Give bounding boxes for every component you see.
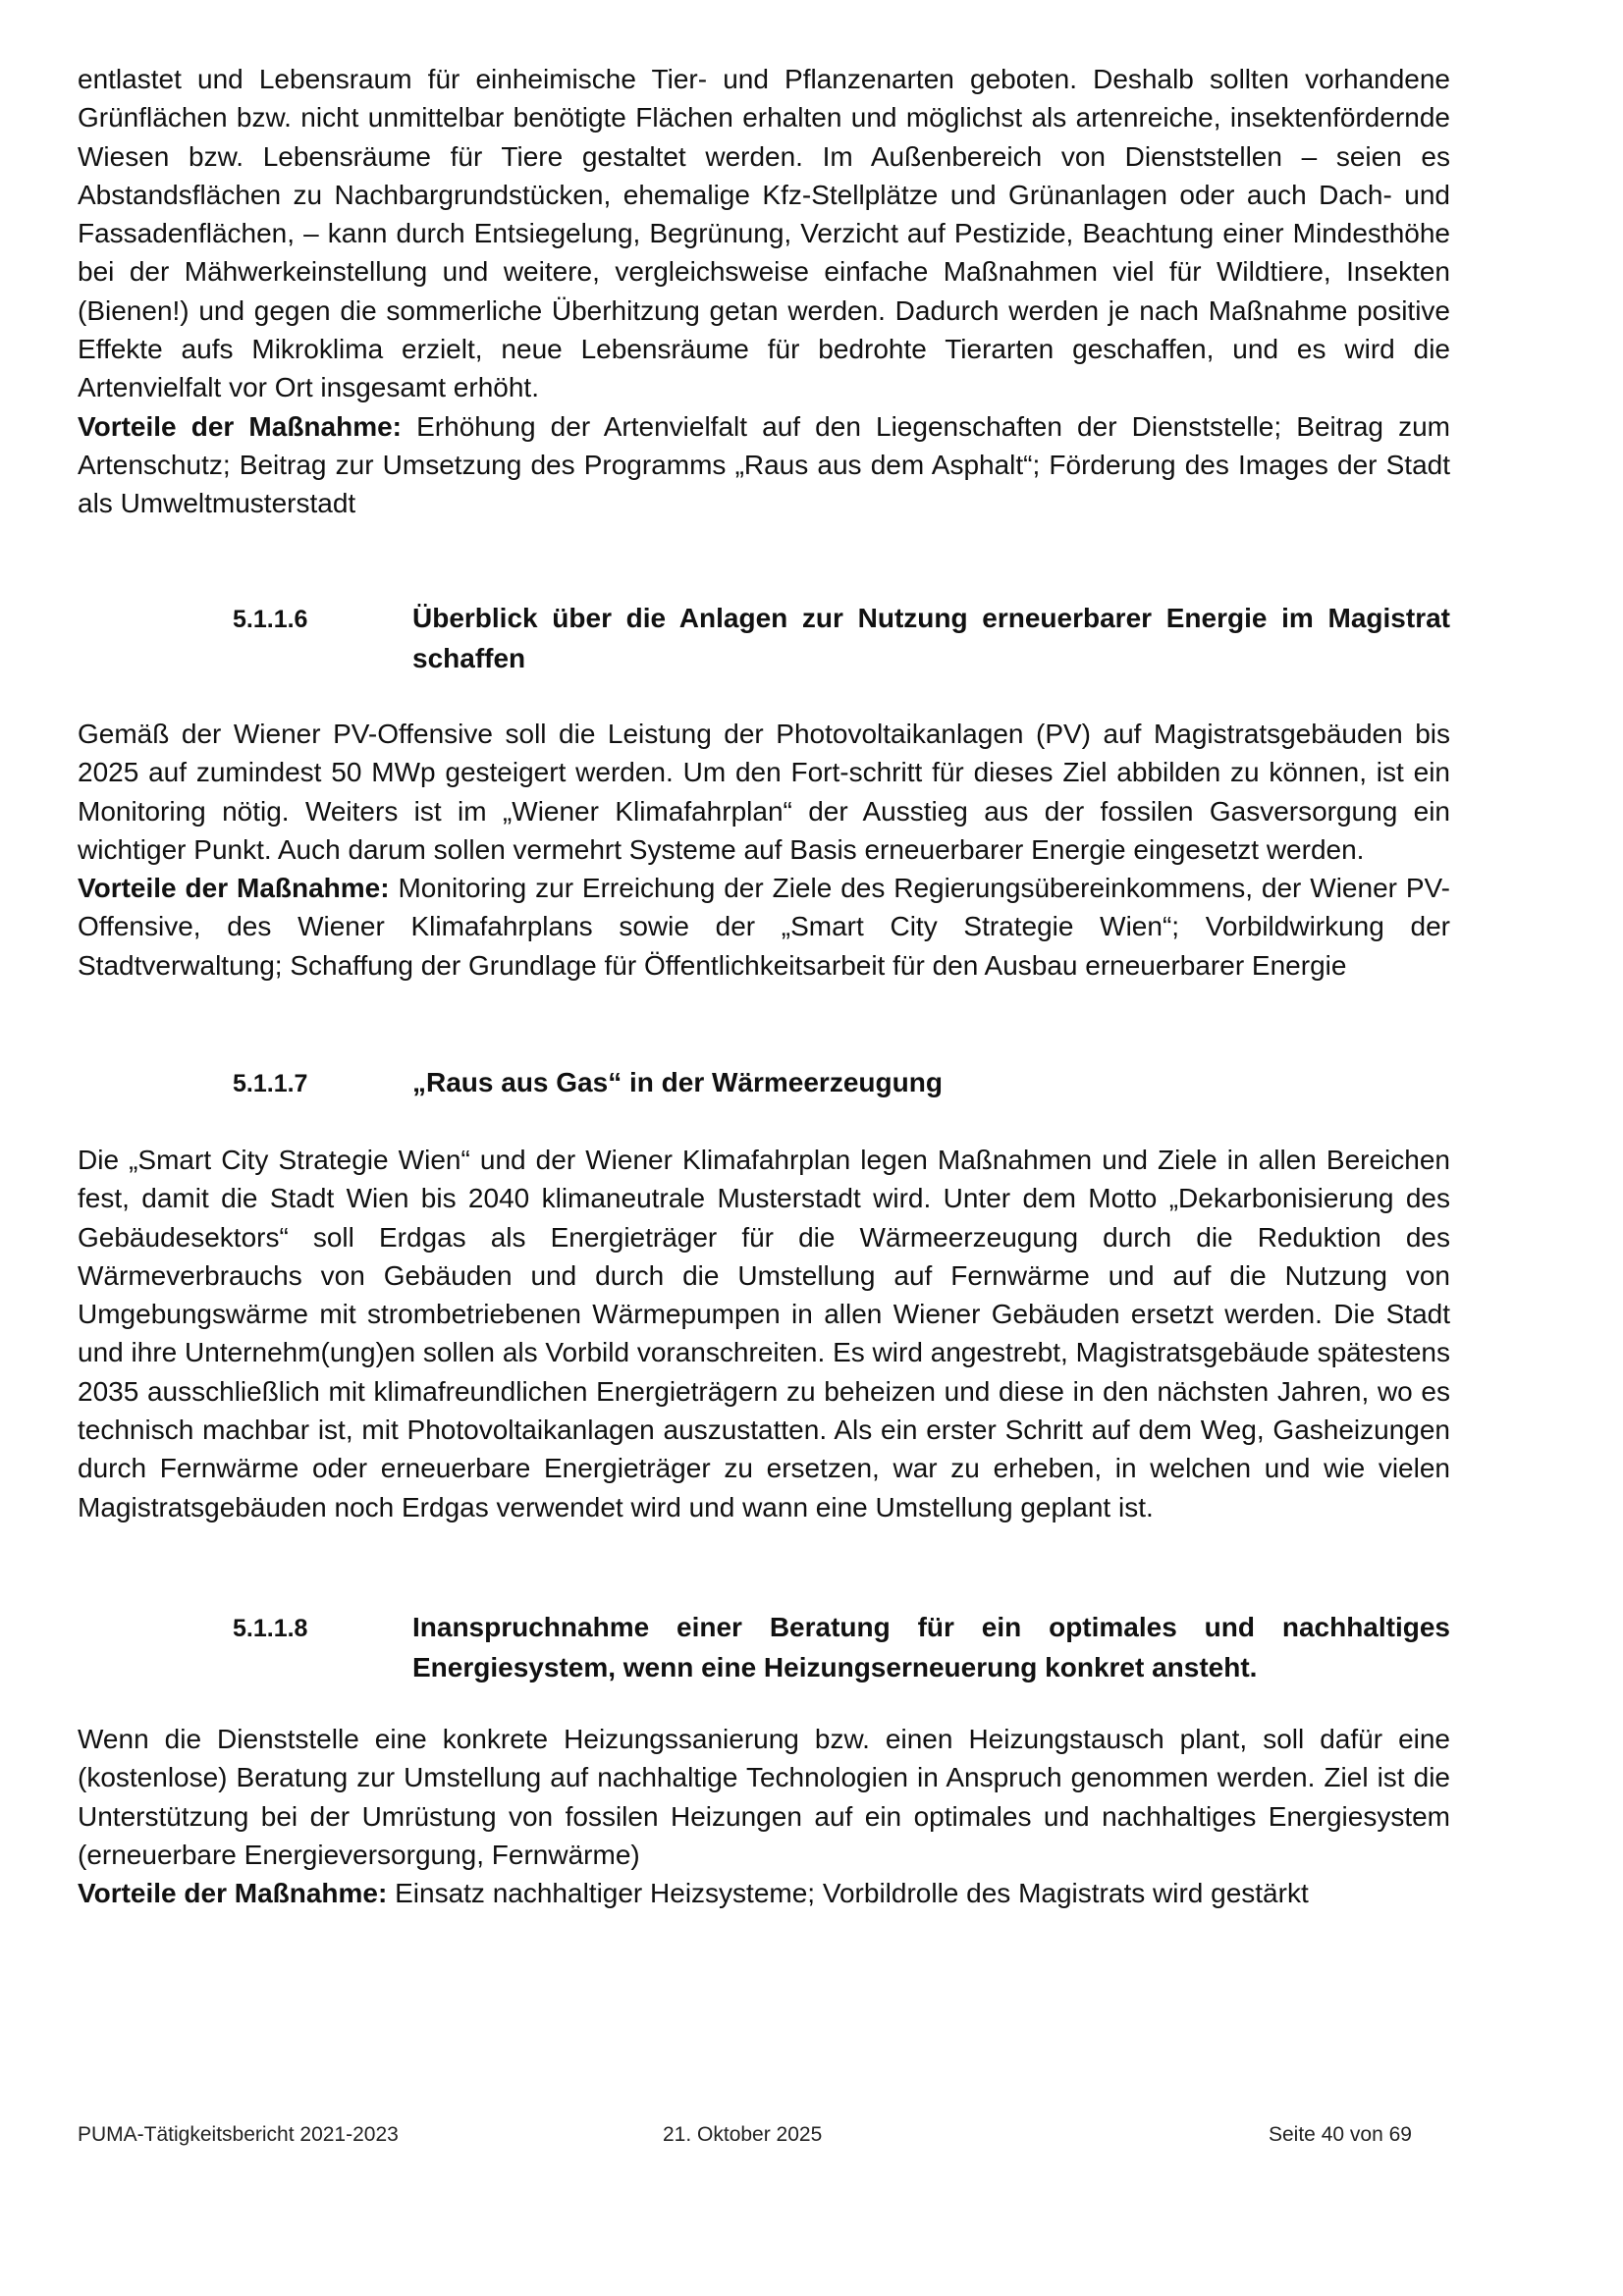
intro-paragraph <box>78 60 1450 523</box>
section-title: „Raus aus Gas“ in der Wärmeerzeugung <box>412 1067 943 1097</box>
section-benefits-label: Vorteile der Maßnahme: <box>78 873 390 904</box>
section-text: Wenn die Dienststelle eine konkrete Heizungssanierung bzw. einen Heizungstausch plant, soll dafür eine (kostenlose) Beratung zur Umstellung auf nachhaltige Technologien in Anspruch genommen werden. Ziel ist die Unterstützung bei der Umrüstung von fossilen Heizungen auf ein optimales und nachhaltiges Energiesystem (erneuerbare Energieversorgung, Fernwärme) <box>78 1724 1450 1870</box>
section-number: 5.1.1.6 <box>233 606 308 633</box>
section-text: Gemäß der Wiener PV-Offensive soll die Leistung der Photovoltaikanlagen (PV) auf Magistratsgebäuden bis 2025 auf zumindest 50 MWp gesteigert werden. Um den Fort-schritt für dieses Ziel abbilden zu können, ist ein Monitoring nötig. Weiters ist im „Wiener Klimafahrplan“ der Ausstieg aus der fossilen Gasversorgung ein wichtiger Punkt. Auch darum sollen vermehrt Systeme auf Basis erneuerbarer Energie eingesetzt werden. <box>78 719 1450 865</box>
footer-date: 21. Oktober 2025 <box>663 2123 823 2146</box>
intro-benefits-label: Vorteile der Maßnahme: <box>78 410 403 442</box>
intro-text: entlastet und Lebensraum für einheimische Tier- und Pflanzenarten geboten. Deshalb sollten vorhandene Grünflächen bzw. nicht unmittelbar benötigte Flächen erhalten und möglichst als artenreiche, insektenfördernde Wiesen bzw. Lebensräume für Tiere gestaltet werden. Im Außenbereich von Dienststellen – seien es Abstandsflächen zu Nachbargrundstücken, ehemalige Kfz-Stellplätze und Grünanlagen oder auch Dach- und Fassadenflächen, – kann durch Entsiegelung, Begrünung, Verzicht auf Pestizide, Beachtung einer Mindesthöhe bei der Mähwerkeinstellung und weitere, vergleichsweise einfache Maßnahmen viel für Wildtiere, Insekten (Bienen!) und gegen die sommerliche Überhitzung getan werden. Dadurch werden je nach Maßnahme positive Effekte aufs Mikroklima erzielt, neue Lebensräume für bedrohte Tierarten geschaffen, und es wird die Artenvielfalt vor Ort insgesamt erhöht. <box>78 64 1450 403</box>
section-paragraph-5-1-1-6 <box>78 715 1450 985</box>
footer-page-number: Seite 40 von 69 <box>1269 2123 1412 2146</box>
section-title: Inanspruchnahme einer Beratung für ein optimales und nachhaltiges Energiesystem, wenn eine Heizungserneuerung konkret ansteht. <box>412 1612 1450 1682</box>
section-paragraph-5-1-1-8 <box>78 1720 1450 1912</box>
footer-report-title: PUMA-Tätigkeitsbericht 2021-2023 <box>78 2123 399 2146</box>
section-number: 5.1.1.7 <box>233 1070 308 1097</box>
intro-benefits-text: Erhöhung der Artenvielfalt auf den Liegenschaften der Dienststelle; Beitrag zum Artenschutz; Beitrag zur Umsetzung des Programms „Raus aus dem Asphalt“; Förderung des Images der Stadt als Umweltmusterstadt <box>78 410 1451 519</box>
section-paragraph-5-1-1-7 <box>78 1141 1450 1526</box>
section-benefits-text: Monitoring zur Erreichung der Ziele des Regierungsübereinkommens, der Wiener PV-Offensive, des Wiener Klimafahrplans sowie der „Smart City Strategie Wien“; Vorbildwirkung der Stadtverwaltung; Schaffung der Grundlage für Öffentlichkeitsarbeit für den Ausbau erneuerbarer Energie <box>78 873 1450 981</box>
section-benefits-label: Vorteile der Maßnahme: <box>78 1878 388 1909</box>
section-benefits-text: Einsatz nachhaltiger Heizsysteme; Vorbildrolle des Magistrats wird gestärkt <box>387 1878 1309 1909</box>
section-text: Die „Smart City Strategie Wien“ und der Wiener Klimafahrplan legen Maßnahmen und Ziele in allen Bereichen fest, damit die Stadt Wien bis 2040 klimaneutrale Musterstadt wird. Unter dem Motto „Dekarbonisierung des Gebäudesektors“ soll Erdgas als Energieträger für die Wärmeerzeugung durch die Reduktion des Wärmeverbrauchs von Gebäuden und durch die Umstellung auf Fernwärme und auf die Nutzung von Umgebungswärme mit strombetriebenen Wärmepumpen in allen Wiener Gebäuden ersetzt werden. Die Stadt und ihre Unternehm(ung)en sollen als Vorbild voranschreiten. Es wird angestrebt, Magistratsgebäude spätestens 2035 ausschließlich mit klimafreundlichen Energieträgern zu beheizen und diese in den nächsten Jahren, wo es technisch machbar ist, mit Photovoltaikanlagen auszustatten. Als ein erster Schritt auf dem Weg, Gasheizungen durch Fernwärme oder erneuerbare Energieträger zu ersetzen, war zu erheben, in welchen und wie vielen Magistratsgebäuden noch Erdgas verwendet wird und wann eine Umstellung geplant ist. <box>78 1145 1450 1522</box>
section-title: Überblick über die Anlagen zur Nutzung erneuerbarer Energie im Magistrat schaffen <box>412 603 1450 673</box>
section-number: 5.1.1.8 <box>233 1615 308 1642</box>
